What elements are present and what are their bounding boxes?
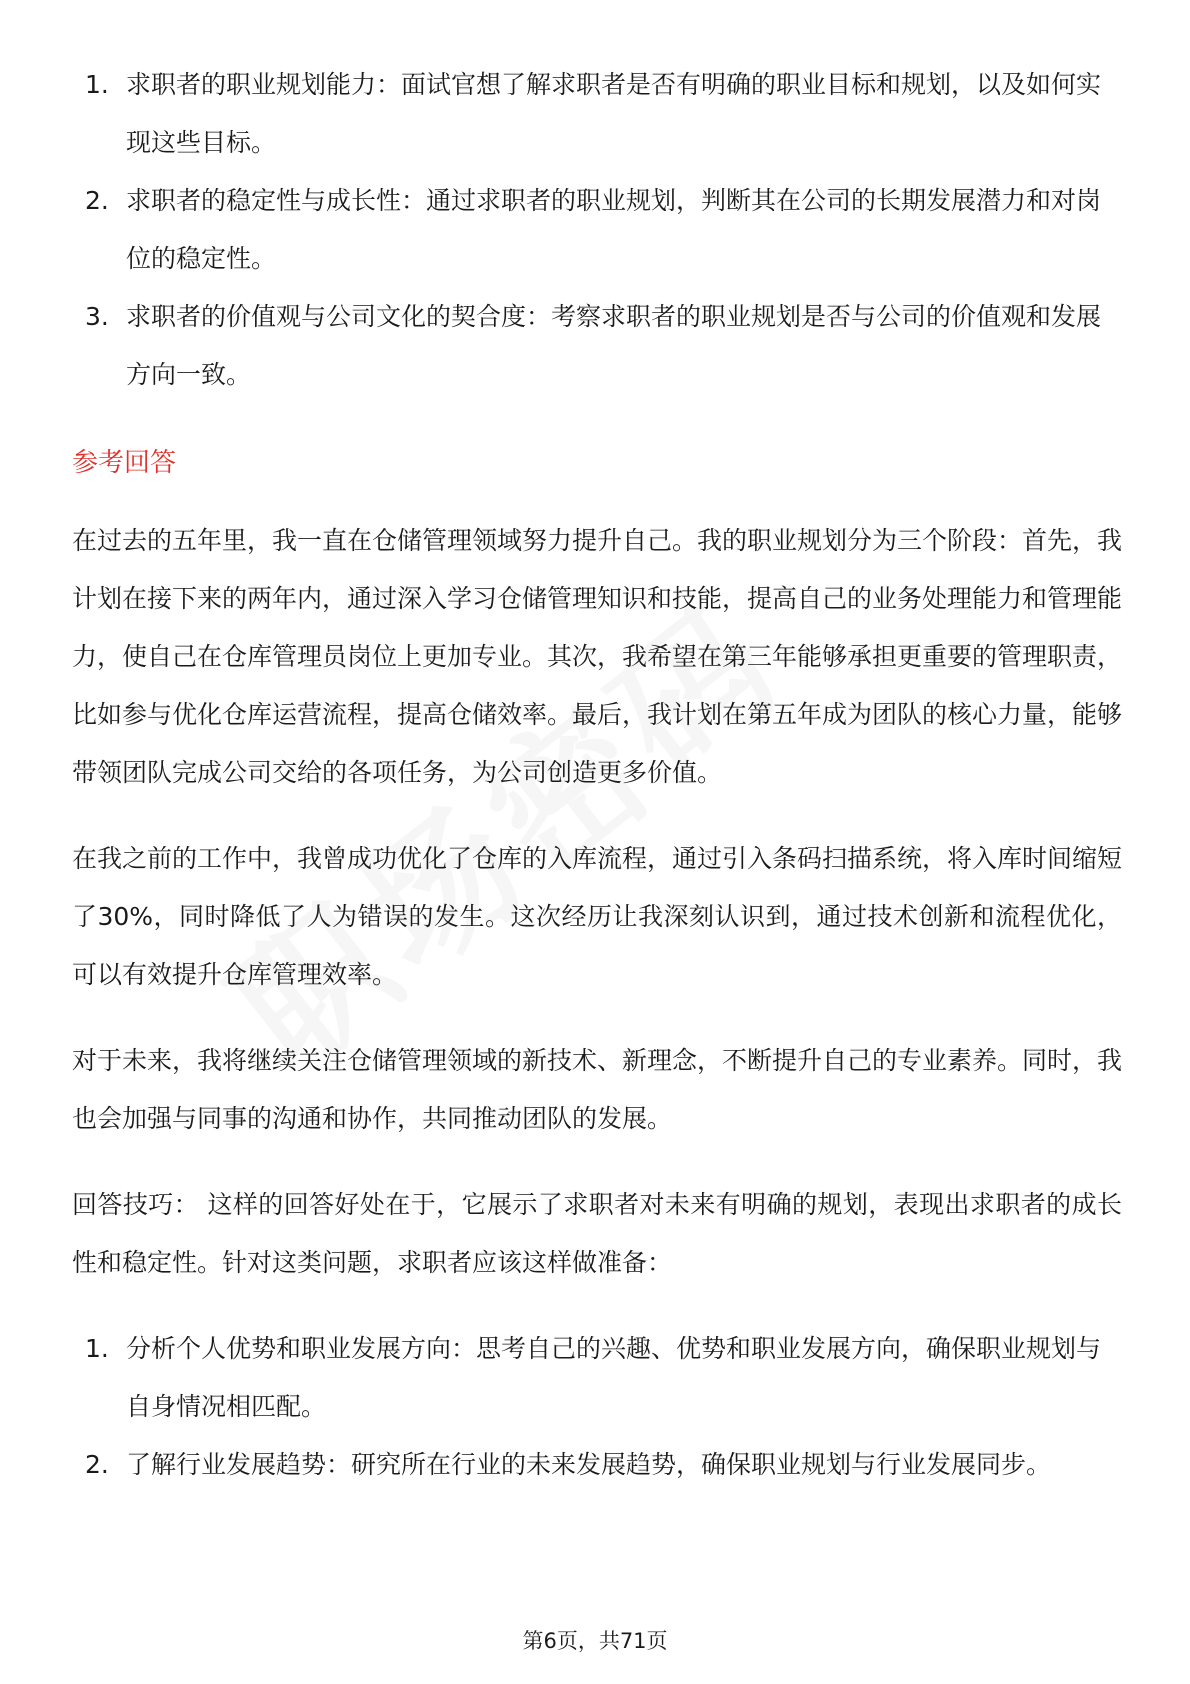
document-page [72,56,1122,1494]
list-item [72,56,1122,172]
list-item-text: 分析个人优势和职业发展方向：思考自己的兴趣、优势和职业发展方向，确保职业规划与自身情况相匹配。 [126,1334,1102,1421]
list-item-number: 3. [85,302,109,331]
list-item-text: 求职者的职业规划能力：面试官想了解求职者是否有明确的职业目标和规划，以及如何实现这些目标。 [126,70,1102,157]
list-item [72,1436,1122,1494]
paragraph: 在我之前的工作中，我曾成功优化了仓库的入库流程，通过引入条码扫描系统，将入库时间缩短了30%，同时降低了人为错误的发生。这次经历让我深刻认识到，通过技术创新和流程优化，可以有效提升仓库管理效率。 [72,844,1123,989]
list-item-number: 2. [85,1450,109,1479]
list-item-text: 求职者的价值观与公司文化的契合度：考察求职者的职业规划是否与公司的价值观和发展方向一致。 [126,302,1102,389]
list-item-text: 求职者的稳定性与成长性：通过求职者的职业规划，判断其在公司的长期发展潜力和对岗位的稳定性。 [126,186,1102,273]
evaluation-points-list [72,56,1122,404]
paragraph: 对于未来，我将继续关注仓储管理领域的新技术、新理念，不断提升自己的专业素养。同时，我也会加强与同事的沟通和协作，共同推动团队的发展。 [72,1046,1123,1133]
paragraph: 在过去的五年里，我一直在仓储管理领域努力提升自己。我的职业规划分为三个阶段：首先，我计划在接下来的两年内，通过深入学习仓储管理知识和技能，提高自己的业务处理能力和管理能力，使自己在仓库管理员岗位上更加专业。其次，我希望在第三年能够承担更重要的管理职责，比如参与优化仓库运营流程，提高仓储效率。最后，我计划在第五年成为团队的核心力量，能够带领团队完成公司交给的各项任务，为公司创造更多价值。 [72,526,1123,787]
list-item [72,288,1122,404]
paragraph: 回答技巧： 这样的回答好处在于，它展示了求职者对未来有明确的规划，表现出求职者的成长性和稳定性。针对这类问题，求职者应该这样做准备： [72,1190,1122,1277]
list-item [72,1320,1122,1436]
list-item-number: 1. [85,70,109,99]
page-number-footer: 第6页，共71页 [522,1629,668,1653]
list-item [72,172,1122,288]
list-item-number: 2. [85,186,109,215]
preparation-tips-list [72,1320,1122,1494]
list-item-text: 了解行业发展趋势：研究所在行业的未来发展趋势，确保职业规划与行业发展同步。 [126,1450,1052,1479]
section-title: 参考回答 [72,448,177,478]
list-item-number: 1. [85,1334,109,1363]
